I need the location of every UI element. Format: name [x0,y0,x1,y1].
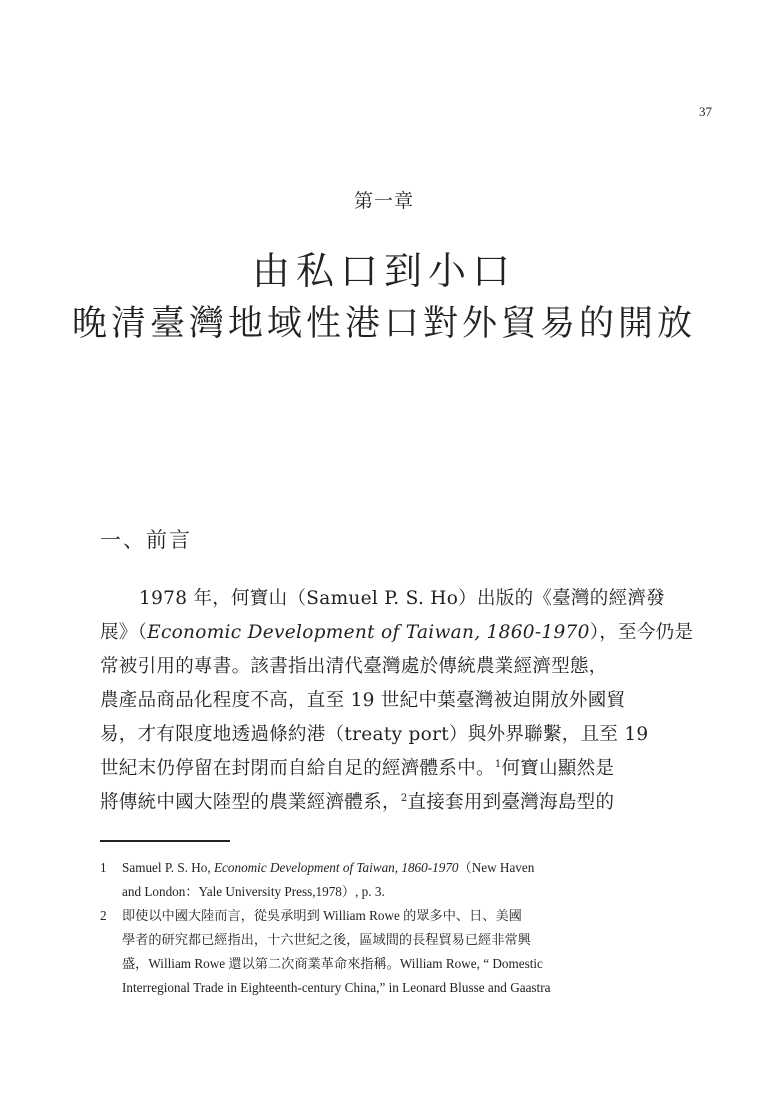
footnote-ref-2[interactable]: 2 [400,792,408,804]
body-text-span: 直接套用到臺灣海島型的 [407,792,615,813]
body-line-2 [100,616,694,650]
footnote-line: Interregional Trade in Eighteenth-century China,” in Leonard Blusse and Gaastra [122,980,551,995]
body-line-6 [100,752,642,786]
body-paragraph [100,582,694,820]
body-line-5: 易，才有限度地透過條約港（treaty port）與外界聯繫，且至 19 [100,724,649,745]
footnote-text-span: Samuel P. S. Ho, [122,860,214,875]
footnote-book-title: Economic Development of Taiwan, 1860-1970 [213,860,459,875]
chapter-title-line-1: 由私口到小口 [251,249,516,293]
footnote-text-span: （New Haven [458,860,535,875]
body-text-span: 展》（ [100,622,148,643]
footnote-1 [100,856,642,904]
section-heading: 一、前言 [100,528,192,552]
chapter-title-line-2: 晚清臺灣地域性港口對外貿易的開放 [71,304,696,344]
footnote-divider [100,840,230,842]
footnote-number: 2 [100,908,107,923]
footnote-ref-1[interactable]: 1 [494,758,502,770]
footnote-line: 即使以中國大陸而言，從吳承明到 William Rowe 的眾多中、日、美國 [122,908,522,923]
footnote-line: and London：Yale University Press,1978）, p. 3. [122,884,385,899]
footnotes [100,856,642,1000]
chapter-label: 第一章 [353,190,414,212]
footnote-line [122,856,642,880]
body-text-span: 世紀末仍停留在封閉而自給自足的經濟體系中。 [100,758,495,779]
body-text-span: 將傳統中國大陸型的農業經濟體系， [100,792,401,813]
body-line-3: 常被引用的專書。該書指出清代臺灣處於傳統農業經濟型態， [100,656,608,677]
footnote-line: 學者的研究都已經指出，十六世紀之後，區域間的長程貿易已經非常興 [122,932,531,947]
body-line-1: 1978 年，何寶山（Samuel P. S. Ho）出版的《臺灣的經濟發 [139,588,665,609]
body-text-span: ），至今仍是 [589,622,694,643]
page-number: 37 [699,104,712,119]
book-title: Economic Development of Taiwan, 1860-1970 [147,622,590,643]
footnote-2 [100,904,642,1000]
body-line-7 [100,786,642,820]
footnote-number: 1 [100,860,107,875]
body-text-span: 何寶山顯然是 [501,758,615,779]
body-line-4: 農產品商品化程度不高，直至 19 世紀中葉臺灣被迫開放外國貿 [100,690,626,711]
footnote-line: 盛，William Rowe 還以第二次商業革命來指稱。William Rowe, “ Domestic [122,956,543,971]
